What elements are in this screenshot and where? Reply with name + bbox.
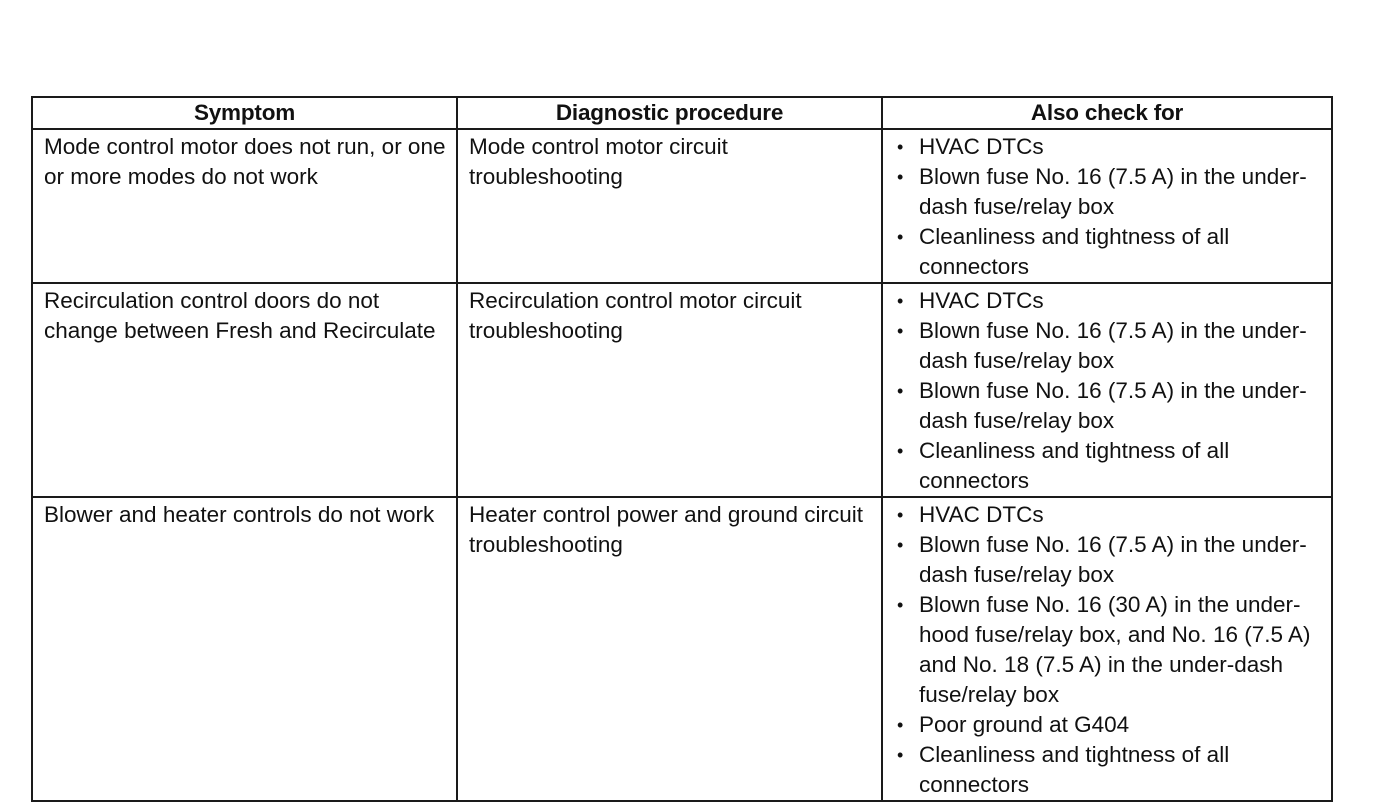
check-list xyxy=(895,500,1325,800)
check-item xyxy=(895,162,1325,222)
check-item-text: Cleanliness and tightness of all connectors xyxy=(919,224,1230,279)
check-item xyxy=(895,500,1325,530)
check-item-text: Poor ground at G404 xyxy=(919,712,1130,737)
check-item-text: HVAC DTCs xyxy=(919,288,1044,313)
bullet-icon: • xyxy=(897,715,904,735)
bullet-icon: • xyxy=(897,595,904,615)
table-row xyxy=(32,129,1332,283)
check-item-text: HVAC DTCs xyxy=(919,134,1044,159)
table-row xyxy=(32,497,1332,801)
bullet-icon: • xyxy=(897,321,904,341)
check-item-text: Cleanliness and tightness of all connectors xyxy=(919,742,1230,797)
bullet-icon: • xyxy=(897,441,904,461)
check-item xyxy=(895,530,1325,590)
check-list xyxy=(895,286,1325,496)
procedure-cell: Heater control power and ground circuit troubleshooting xyxy=(457,497,882,801)
check-item xyxy=(895,132,1325,162)
bullet-icon: • xyxy=(897,505,904,525)
symptom-cell: Blower and heater controls do not work xyxy=(32,497,457,801)
check-item xyxy=(895,710,1325,740)
table-row xyxy=(32,283,1332,497)
check-item xyxy=(895,436,1325,496)
header-diagnostic-procedure: Diagnostic procedure xyxy=(457,97,882,129)
check-item-text: Blown fuse No. 16 (30 A) in the under-hood fuse/relay box, and No. 16 (7.5 A) and No. 18 (7.5 A) in the under-dash fuse/relay box xyxy=(919,592,1311,707)
check-item xyxy=(895,316,1325,376)
check-item xyxy=(895,740,1325,800)
bullet-icon: • xyxy=(897,227,904,247)
check-item-text: Blown fuse No. 16 (7.5 A) in the under-dash fuse/relay box xyxy=(919,532,1307,587)
bullet-icon: • xyxy=(897,745,904,765)
check-item-text: Blown fuse No. 16 (7.5 A) in the under-dash fuse/relay box xyxy=(919,378,1307,433)
check-item-text: Blown fuse No. 16 (7.5 A) in the under-dash fuse/relay box xyxy=(919,318,1307,373)
also-check-cell xyxy=(882,129,1332,283)
header-also-check-for: Also check for xyxy=(882,97,1332,129)
also-check-cell xyxy=(882,497,1332,801)
check-item-text: HVAC DTCs xyxy=(919,502,1044,527)
procedure-cell: Mode control motor circuit troubleshooting xyxy=(457,129,882,283)
also-check-cell xyxy=(882,283,1332,497)
check-item-text: Blown fuse No. 16 (7.5 A) in the under-dash fuse/relay box xyxy=(919,164,1307,219)
check-item xyxy=(895,376,1325,436)
check-item-text: Cleanliness and tightness of all connectors xyxy=(919,438,1230,493)
header-row xyxy=(32,97,1332,129)
check-item xyxy=(895,222,1325,282)
bullet-icon: • xyxy=(897,535,904,555)
check-item xyxy=(895,590,1325,710)
header-symptom: Symptom xyxy=(32,97,457,129)
check-list xyxy=(895,132,1325,282)
bullet-icon: • xyxy=(897,137,904,157)
bullet-icon: • xyxy=(897,381,904,401)
check-item xyxy=(895,286,1325,316)
bullet-icon: • xyxy=(897,167,904,187)
symptom-cell: Mode control motor does not run, or one or more modes do not work xyxy=(32,129,457,283)
procedure-cell: Recirculation control motor circuit troubleshooting xyxy=(457,283,882,497)
symptom-cell: Recirculation control doors do not change between Fresh and Recirculate xyxy=(32,283,457,497)
troubleshooting-table xyxy=(31,96,1333,802)
bullet-icon: • xyxy=(897,291,904,311)
